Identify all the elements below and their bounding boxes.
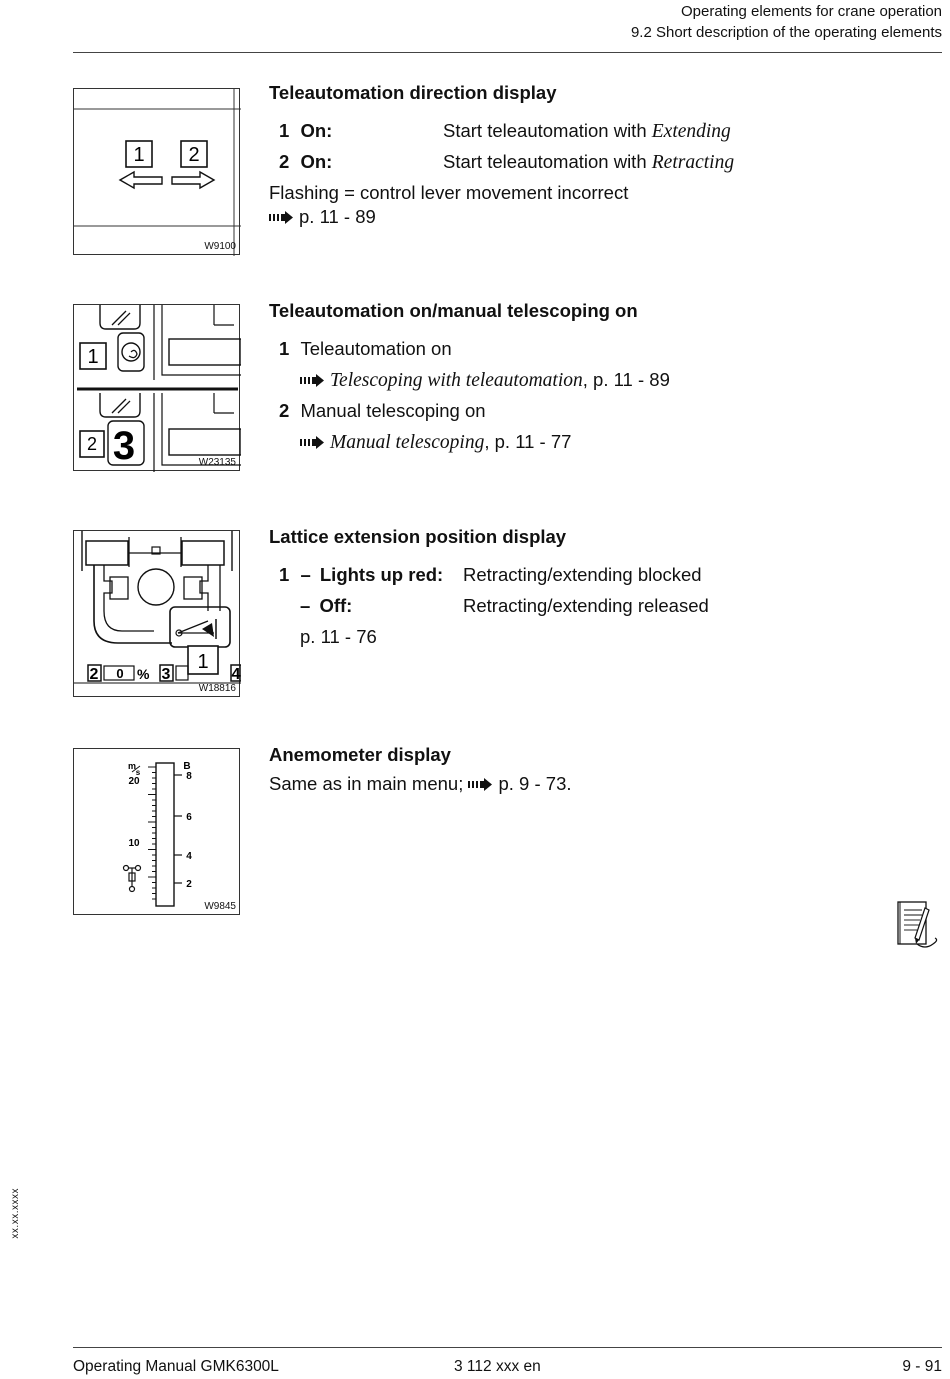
footer-page: 9 - 91 [902,1358,942,1375]
item-key: Off: [319,595,353,616]
item-1-reference[interactable] [300,369,670,392]
page-reference[interactable]: p. 11 - 76 [300,626,377,647]
item-number: 2 [279,151,290,172]
text: Same as in main menu; [269,773,469,794]
left-arrow-icon [120,172,162,188]
tick-b4: 4 [186,851,192,862]
item-1-desc: Retracting/extending blocked [463,564,702,585]
section-text [269,773,572,795]
item-1-desc [443,120,731,143]
anemometer-icon [124,866,141,892]
reference-arrow-icon [269,211,293,224]
section-title: Teleautomation direction display [269,82,557,103]
figure-label: W23135 [198,457,236,468]
footer-manual: Operating Manual GMK6300L [73,1358,279,1375]
item-key: On: [300,120,333,141]
tick-b6: 6 [186,812,192,823]
fig-digit-1: 1 [87,346,99,368]
item-number: 1 [279,120,290,141]
item-1 [279,338,452,360]
reference-page: , p. 11 - 89 [582,369,670,390]
beaufort-label: B [183,761,191,772]
figure-anemometer [73,748,240,915]
page-header [631,2,942,43]
fig-digit-1: 1 [133,144,145,166]
item-key: Lights up red: [319,564,444,585]
fig-percent: % [137,666,150,682]
header-rule [73,52,942,53]
footer-rule [73,1347,942,1348]
section-title: Teleautomation on/manual telescoping on [269,300,638,321]
tick-20: 20 [128,776,140,787]
header-section: 9.2 Short description of the operating elements [630,23,942,41]
footer-docnum: 3 112 xxx en [454,1358,541,1375]
item-2-reference[interactable] [300,431,571,454]
side-date: xx.xx.xxxx [10,1188,21,1239]
item-number: 1 [279,338,290,359]
reference-page: , p. 11 - 77 [484,431,572,452]
item-text: Start teleautomation with [443,120,652,141]
item-label: Manual telescoping on [300,400,486,421]
fig-digit-4: 4 [231,666,241,683]
unit-s: s [135,768,141,777]
item-2 [300,595,352,617]
reference-title: Telescoping with teleautomation [330,370,583,391]
header-chapter: Operating elements for crane operation [681,3,942,20]
fig-digit-2: 2 [89,666,99,683]
fig-value-0: 0 [116,666,124,681]
fig-digit-2: 2 [188,144,200,166]
fig-digit-3: 3 [112,424,136,468]
fig-digit-2: 2 [86,434,98,454]
reference-arrow-icon [300,436,324,449]
section-title: Anemometer display [269,744,451,765]
tick-10: 10 [128,838,140,849]
item-number: 1 [279,564,290,585]
item-number: 2 [279,400,290,421]
fig-digit-3: 3 [161,666,171,683]
figure-lattice-extension [73,530,240,697]
item-1 [279,564,443,586]
unit-m: m [127,761,137,771]
notebook-pencil-icon[interactable] [895,900,943,950]
reference-arrow-icon [300,374,324,387]
reference-title: Manual telescoping [330,432,485,453]
figure-label: W18816 [198,683,236,694]
reference-page: p. 11 - 89 [299,206,376,227]
figure-label: W9845 [204,901,236,912]
item-italic: Retracting [651,152,735,173]
item-text: Start teleautomation with [443,151,652,172]
item-dash: – [300,595,311,616]
item-2 [279,400,486,422]
item-2-desc: Retracting/extending released [463,595,709,616]
item-2-desc [443,151,734,174]
lattice-extension-icon [202,623,214,637]
section-title: Lattice extension position display [269,526,567,547]
fig-digit-1: 1 [197,651,209,673]
item-italic: Extending [651,121,731,142]
tick-b8: 8 [186,771,192,782]
reference-page[interactable]: p. 9 - 73. [498,773,572,794]
item-1 [279,120,332,142]
item-key: On: [300,151,333,172]
figure-direction-display [73,88,240,255]
reference-arrow-icon [468,778,492,791]
note-text: Flashing = control lever movement incorrect [269,182,629,203]
item-dash: – [300,564,311,585]
tick-b2: 2 [186,879,192,890]
page-reference[interactable] [269,206,376,228]
item-label: Teleautomation on [300,338,452,359]
figure-label: W9100 [204,241,236,252]
figure-teleautomation-buttons [73,304,240,471]
item-2 [279,151,332,173]
right-arrow-icon [172,172,214,188]
